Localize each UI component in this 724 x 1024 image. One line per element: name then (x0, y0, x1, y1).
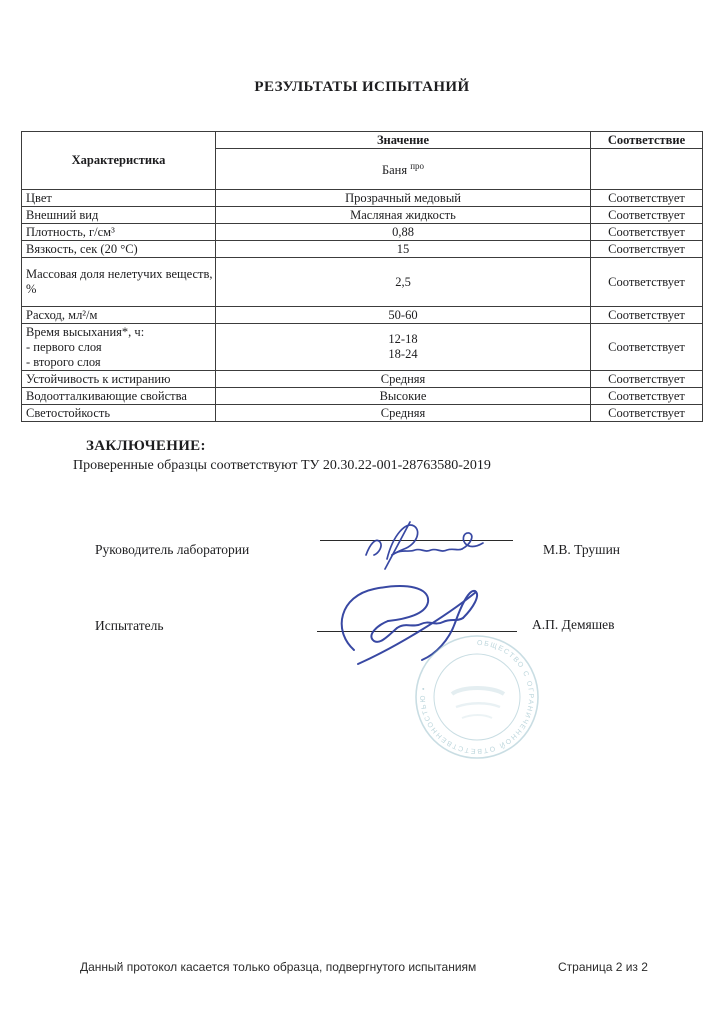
row-value: 50-60 (216, 307, 591, 324)
row-value: Масляная жидкость (216, 207, 591, 224)
signature-name-lab-head: М.В. Трушин (543, 542, 621, 557)
handwritten-signature-tester (322, 578, 522, 670)
row-name: Вязкость, сек (20 °C) (22, 241, 216, 258)
signature-line (320, 540, 513, 541)
header-compliance: Соответствие (591, 132, 703, 149)
row-value: Высокие (216, 388, 591, 405)
row-name-line: Массовая доля нелетучих веществ, (26, 267, 213, 281)
row-value: Средняя (216, 371, 591, 388)
signature-role-tester: Испытатель (95, 618, 164, 633)
table-row (22, 405, 703, 422)
footer-note: Данный протокол касается только образца, подвергнутого испытаниям (80, 960, 477, 974)
table-row (22, 224, 703, 241)
row-value (216, 324, 591, 371)
row-name-line: % (26, 282, 37, 296)
row-value: 0,88 (216, 224, 591, 241)
results-table (21, 131, 703, 422)
table-row (22, 324, 703, 371)
row-name: Плотность, г/см³ (22, 224, 216, 241)
row-compliance: Соответствует (591, 224, 703, 241)
row-name-line: - второго слоя (26, 354, 101, 369)
table-row (22, 207, 703, 224)
product-name: Баня (381, 163, 408, 178)
product-name-superscript: про (410, 161, 425, 172)
row-value: 2,5 (216, 258, 591, 307)
row-name: Водоотталкивающие свойства (22, 388, 216, 405)
company-round-stamp (392, 612, 562, 782)
table-row (22, 241, 703, 258)
row-value: Средняя (216, 405, 591, 422)
table-row (22, 190, 703, 207)
signature-role-lab-head: Руководитель лаборатории (95, 542, 250, 557)
row-name (22, 258, 216, 307)
conclusion-section (73, 438, 553, 474)
row-name: Устойчивость к истиранию (22, 371, 216, 388)
product-name-cell (216, 149, 591, 190)
page-title: РЕЗУЛЬТАТЫ ИСПЫТАНИЙ (254, 79, 470, 95)
row-value-line: 12-18 (388, 332, 418, 346)
row-compliance: Соответствует (591, 241, 703, 258)
row-compliance: Соответствует (591, 190, 703, 207)
row-compliance: Соответствует (591, 258, 703, 307)
row-value: Прозрачный медовый (216, 190, 591, 207)
row-name (22, 324, 216, 371)
handwritten-signature-lab-head (358, 514, 498, 570)
table-row (22, 371, 703, 388)
row-name-line: - первого слоя (26, 339, 102, 354)
header-value: Значение (216, 132, 591, 149)
row-compliance: Соответствует (591, 207, 703, 224)
row-compliance: Соответствует (591, 371, 703, 388)
row-compliance: Соответствует (591, 388, 703, 405)
footer-page-number: Страница 2 из 2 (558, 960, 648, 974)
row-compliance: Соответствует (591, 405, 703, 422)
row-name: Внешний вид (22, 207, 216, 224)
row-name: Расход, мл²/м (22, 307, 216, 324)
row-value-line: 18-24 (388, 347, 418, 361)
table-row (22, 258, 703, 307)
table-row (22, 307, 703, 324)
conclusion-heading: ЗАКЛЮЧЕНИЕ: (86, 438, 206, 454)
stamp-ring-text: ОБЩЕСТВО С ОГРАНИЧЕННОЙ ОТВЕТСТВЕННОСТЬЮ • (419, 639, 535, 755)
signature-line (317, 631, 517, 632)
signature-name-tester: А.П. Демяшев (532, 617, 615, 632)
table-header-row (22, 132, 703, 149)
row-value: 15 (216, 241, 591, 258)
table-row (22, 388, 703, 405)
conclusion-text: Проверенные образцы соответствуют ТУ 20.30.22-001-28763580-2019 (73, 458, 491, 473)
row-name-line: Время высыхания*, ч: (26, 324, 145, 339)
header-characteristic: Характеристика (22, 132, 216, 190)
empty-cell (591, 149, 703, 190)
row-name: Светостойкость (22, 405, 216, 422)
row-name: Цвет (22, 190, 216, 207)
row-compliance: Соответствует (591, 324, 703, 371)
row-compliance: Соответствует (591, 307, 703, 324)
